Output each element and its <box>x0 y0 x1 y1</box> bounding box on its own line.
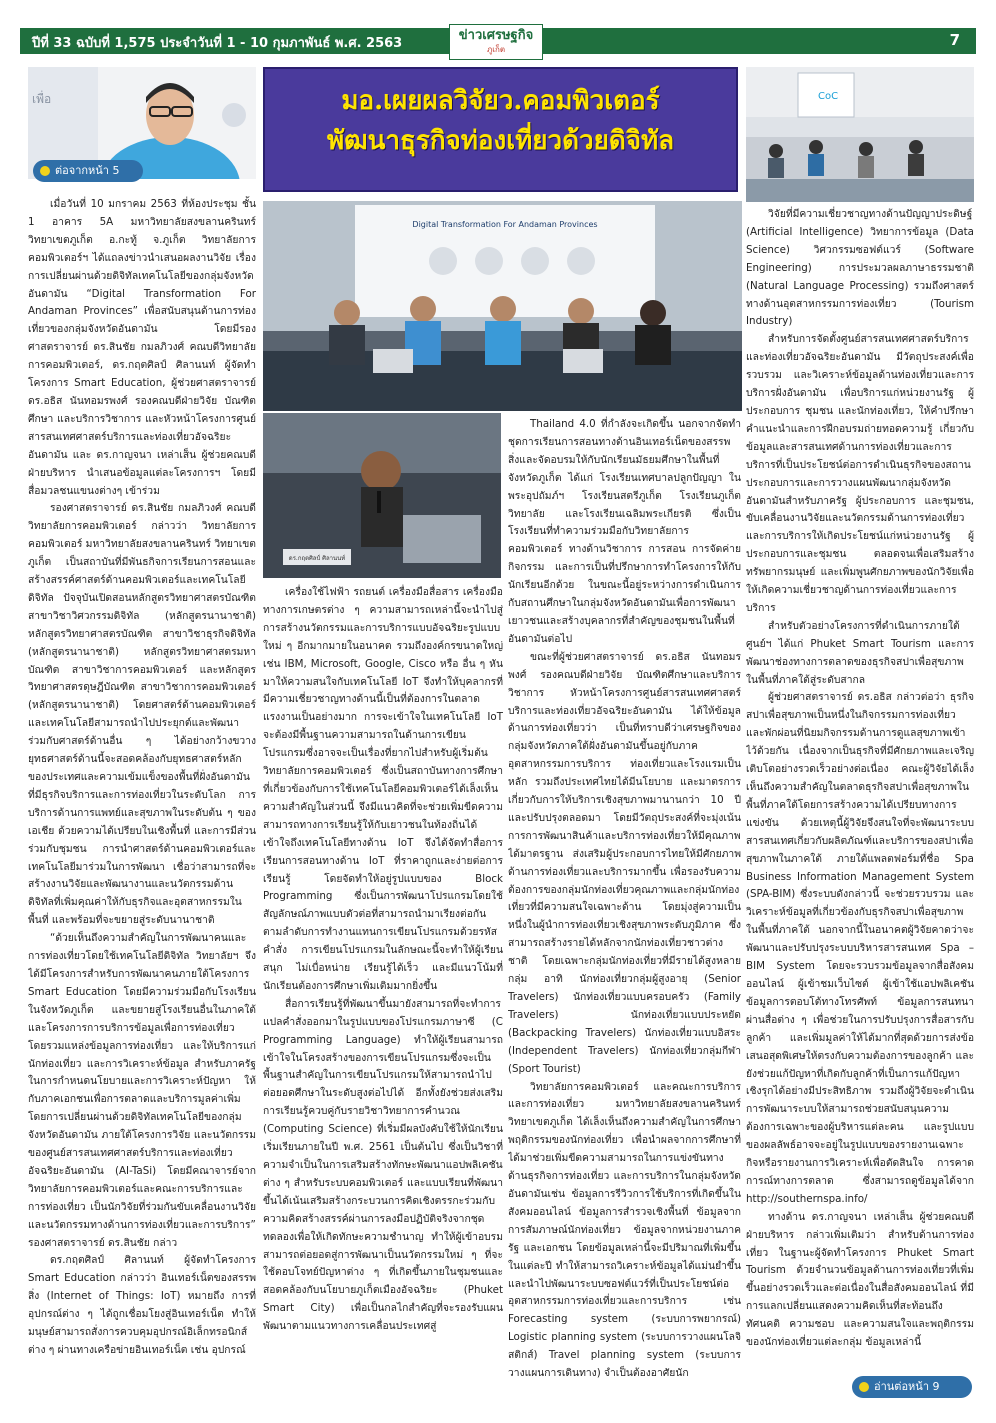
article-paragraph: เครื่องใช้ไฟฟ้า รถยนต์ เครื่องมือสื่อสาร เครื่องมือทางการเกษตรต่าง ๆ ความสามารถเหล่านี้จะนำไปสู่การสร้างนวัตกรรมและการบริการแบบอัจฉริยะรูปแบบใหม่ ๆ อีกมากมายในอนาคต รวมถึงองค์กรขนาดใหญ่ เช่น IBM, Microsoft, Google, Cisco หรือ อื่น ๆ หันมาให้ความสนใจกับเทคโนโลยี IoT จึงทำให้บุคลากรที่มีความเชี่ยวชาญทางด้านนี้เป็นที่ต้องการในตลาดแรงงานเป็นอย่างมาก การจะเข้าใจในเทคโนโลยี IoT จะต้องมีพื้นฐานความสามารถในด้านการเขียนโปรแกรมซึ่งอาจจะเป็นเรื่องที่ยากไปสำหรับผู้เริ่มต้น วิทยาลัยการคอมพิวเตอร์ ซึ่งเป็นสถาบันทางการศึกษาที่เกี่ยวข้องกับการใช้เทคโนโลยีคอมพิวเตอร์ได้เล็งเห็นความสำคัญในส่วนนี้ จึงมีแนวคิดที่จะช่วยเพิ่มขีดความสามารถทางการเรียนรู้ให้กับเยาวชนในท้องถิ่นได้เข้าใจถึงเทคโนโลยีทางด้าน IoT จึงได้จัดทำสื่อการเรียนการสอนทางด้าน IoT ที่ราคาถูกและง่ายต่อการเรียนรู้ โดยจัดทำให้อยู่รูปแบบของ Block Programming ซึ่งเป็นการพัฒนาโปรแกรมโดยใช้สัญลักษณ์ภาพแบบตัวต่อที่สามารถนำมาเรียงต่อกันตามลำดับการทำงานแทนการเขียนโปรแกรมด้วยรหัสคำสั่ง การเขียนโปรแกรมในลักษณะนี้จะทำให้ผู้เรียนสนุก ไม่เบื่อหน่าย เรียนรู้ได้เร็ว และมีแนวโน้มที่นักเรียนต้องการศึกษาเพิ่มเติมมากยิ่งขึ้น <box>263 586 503 992</box>
bullet-dot-icon <box>859 1382 869 1392</box>
article-paragraph: ผู้ช่วยศาสตราจารย์ ดร.อธิส กล่าวต่อว่า ธุรกิจสปาเพื่อสุขภาพเป็นหนึ่งในกิจกรรมการท่องเที่ยวและพักผ่อนที่นิยมกิจกรรมด้านการดูแลสุขภาพเข้าไว้ด้วยกัน เนื่องจากเป็นธุรกิจที่มีศักยภาพและเจริญเติบโตอย่างรวดเร็วอย่างต่อเนื่อง คณะผู้วิจัยได้เล็งเห็นถึงความสำคัญในตลาดธุรกิจสปาเพื่อสุขภาพในพื้นที่ภาคใต้โดยการสร้างความได้เปรียบทางการแข่งขัน ด้วยเหตุนี้ผู้วิจัยจึงสนใจที่จะพัฒนาระบบสารสนเทศเกี่ยวกับผลิตภัณฑ์และบริการของสปาเพื่อสุขภาพในภาคใต้ ภายใต้แพลตฟอร์มที่ชื่อ Spa Business Information Management System (SPA-BIM) ซึ่งระบบดังกล่าวนี้ จะช่วยรวบรวม และวิเคราะห์ข้อมูลที่เกี่ยวข้องกับธุรกิจสปาเพื่อสุขภาพในพื้นที่ภาคใต้ นอกจากนี้ในอนาคตผู้วิจัยคาดว่าจะพัฒนาและปรับปรุงระบบบริหารสารสนเทศ Spa – BIM System โดยจะรวบรวมข้อมูลจากสื่อสังคมออนไลน์ ผู้เข้าชมเว็บไซต์ ผู้เข้าใช้แอปพลิเคชัน ข้อมูลการตอบโต้ทางโทรศัพท์ ข้อมูลการสนทนาผ่านสื่อต่าง ๆ เพื่อช่วยในการปรับปรุงการสื่อสารกับลูกค้า และเพิ่มมูลค่าให้ได้มากที่สุดด้วยการส่งข้อเสนอสุดพิเศษให้ตรงกับความต้องการของลูกค้า และยังช่วยแก้ปัญหาที่เกิดกับลูกค้าที่เป็นการแก้ปัญหาเชิงรุกได้อย่างมีประสิทธิภาพ รวมถึงผู้วิจัยจะดำเนินการพัฒนาระบบให้สามารถช่วยสนับสนุนความต้องการเฉพาะของผู้บริหารแต่ละคน และรูปแบบของผลลัพธ์อาจจะอยู่ในรูปแบบของรายงานเฉพาะกิจหรือรายงานการวิเคราะห์เพื่อตัดสินใจ การคาดการณ์ทางการตลาด ซึ่งสามารถดูข้อมูลได้จาก http://southernspa.info/ <box>746 691 974 1205</box>
speaker-photo <box>263 413 501 578</box>
svg-text:เพื่อ: เพื่อ <box>32 92 52 106</box>
right-banner-text: CoC <box>818 91 839 102</box>
article-paragraph: สื่อการเรียนรู้ที่พัฒนาขึ้นมายังสามารถที่จะทำการแปลคำสั่งออกมาในรูปแบบของโปรแกรมภาษาซี (C Programming Language) ทำให้ผู้เรียนสามารถเข้าใจในโครงสร้างของการเขียนโปรแกรมซึ่งจะเป็นพื้นฐานสำคัญในการเขียนโปรแกรมให้สามารถนำไปต่อยอดศึกษาในระดับสูงต่อไปได้ อีกทั้งยังช่วยส่งเสริมการเรียนรู้ควบคู่กับรายวิชาวิทยาการคำนวณ (Computing Science) ที่เริ่มมีผลบังคับใช้ให้นักเรียนเริ่มเรียนภายในปี พ.ศ. 2561 เป็นต้นไป ซึ่งเป็นวิชาที่ความจำเป็นในการเสริมสร้างทักษะพัฒนาแอปพลิเคชันต่าง ๆ สำหรับระบบคอมพิวเตอร์ และแบบเรียนที่พัฒนาขึ้นได้เน้นเสริมสร้างกระบวนการคิดเชิงตรรกะร่วมกับความคิดสร้างสรรค์ผ่านการลงมือปฏิบัติจริงจากชุดทดลองเพื่อให้เกิดทักษะความชำนาญ ทำให้ผู้เข้าอบรมสามารถต่อยอดสู่การพัฒนาเป็นนวัตกรรมใหม่ ๆ ที่จะใช้ตอบโจทย์ปัญหาต่าง ๆ ที่เกิดขึ้นภายในชุมชนและสอดคล้องกับนโยบายภูเก็ตเมืองอัจฉริยะ (Phuket Smart City) เพื่อเป็นกลไกสำคัญที่จะรองรับแผนพัฒนาตามแนวทางการเคลื่อนประเทศสู่ <box>263 997 503 1333</box>
continued-from-label: ต่อจากหน้า 5 <box>55 164 120 177</box>
masthead-subtitle: ภูเก็ต <box>486 45 506 54</box>
article-paragraph: เมื่อวันที่ 10 มกราคม 2563 ที่ห้องประชุม ชั้น 1 อาคาร 5A มหาวิทยาลัยสงขลานครินทร์ วิทยาเขตภูเก็ต อ.กะทู้ จ.ภูเก็ต วิทยาลัยการคอมพิวเตอร์ฯ ได้แถลงข่าวนำเสนอผลงานวิจัย เรื่อง การเปลี่ยนผ่านด้วยดิจิทัลเทคโนโลยีของกลุ่มจังหวัดอันดามัน “Digital Transformation For Andaman Provinces” เพื่อสนับสนุนด้านการท่องเที่ยวของกลุ่มจังหวัดอันดามัน โดยมีรองศาสตราจารย์ ดร.สินชัย กมลภิวงศ์ คณบดีวิทยาลัยการคอมพิวเตอร์, ดร.กฤตศิลป์ ศิลานนท์ ผู้จัดทำโครงการ Smart Education, ผู้ช่วยศาสตราจารย์ ดร.อธิส นันทอมรพงศ์ รองคณบดีฝ่ายวิจัย บัณฑิตศึกษา และบริการวิชาการ และหัวหน้าโครงการศูนย์สารสนเทศศาสตร์บริการและท่องเที่ยวอัจฉริยะอันดามัน และ ดร.กาญจนา เหล่าเส็น ผู้ช่วยคณบดีฝ่ายบริหาร นำเสนอข้อมูลแต่ละโครงการฯ โดยมีสื่อมวลชนแขนงต่างๆ เข้าร่วม <box>28 198 256 497</box>
article-column-4 <box>746 206 974 1372</box>
article-paragraph: สำหรับการจัดตั้งศูนย์สารสนเทศศาสตร์บริการและท่องเที่ยวอัจฉริยะอันดามัน มีวัตถุประสงค์เพื่อรวบรวม และวิเคราะห์ข้อมูลด้านท่องเที่ยวและการบริการฝั่งอันดามัน เพื่อบริการแก่หน่วยงานรัฐ ผู้ประกอบการ ชุมชน และนักท่องเที่ยว, ให้คำปรึกษา คำแนะนำและการฝึกอบรมถ่ายทอดความรู้ เกี่ยวกับข้อมูลและสารสนเทศด้านการท่องเที่ยวและการบริการที่เป็นประโยชน์ต่อการดำเนินธุรกิจของสถานประกอบการและการวางแผนพัฒนากลุ่มจังหวัดอันดามันสำหรับภาครัฐ ผู้ประกอบการ และชุมชน, ขับเคลื่อนงานวิจัยและนวัตกรรมด้านการท่องเที่ยวและการบริการให้เกิดประโยชน์แก่หน่วยงานรัฐ ผู้ประกอบการและชุมชน ตลอดจนเพื่อเสริมสร้างทรัพยากรมนุษย์ และเพิ่มพูนศักยภาพของนักวิจัยเพื่อให้เกิดความเชี่ยวชาญด้านการท่องเที่ยวและการบริการ <box>746 333 974 614</box>
speaker-photo-art <box>263 413 501 578</box>
article-paragraph: รองศาสตราจารย์ ดร.สินชัย กมลภิวงศ์ คณบดีวิทยาลัยการคอมพิวเตอร์ กล่าวว่า วิทยาลัยการคอมพิวเตอร์ มหาวิทยาลัยสงขลานครินทร์ วิทยาเขตภูเก็ต เป็นสถาบันที่มีพันธกิจการเรียนการสอนและสร้างสรรค์ศาสตร์ด้านคอมพิวเตอร์และเทคโนโลยีดิจิทัล ปัจจุบันเปิดสอนหลักสูตรวิทยาศาสตรบัณฑิต สาขาวิชาวิศวกรรมดิจิทัล (หลักสูตรนานาชาติ) หลักสูตรวิทยาศาสตรบัณฑิต สาขาวิชาธุรกิจดิจิทัล (หลักสูตรนานาชาติ) หลักสูตรวิทยาศาสตรมหาบัณฑิต สาขาวิชาการคอมพิวเตอร์ และหลักสูตรวิทยาศาสตรดุษฎีบัณฑิต สาขาวิชาการคอมพิวเตอร์ (หลักสูตรนานาชาติ) โดยศาสตร์ด้านคอมพิวเตอร์และเทคโนโลยีสามารถนำไปประยุกต์และพัฒนาร่วมกับศาสตร์ด้านอื่น ๆ ได้อย่างกว้างขวาง ยุทธศาสตร์ด้านนี้จะสอดคล้องกับยุทธศาสตร์หลักของประเทศและความเข้มแข็งของพื้นที่ฝั่งอันดามันที่มีธุรกิจบริการและการท่องเที่ยวในระดับโลก การบริการด้านการแพทย์และสุขภาพในระดับต้น ๆ ของเอเชีย ด้วยความได้เปรียบในเชิงพื้นที่ และการมีส่วนร่วมกับชุมชน การนำศาสตร์ด้านคอมพิวเตอร์และเทคโนโลยีมาร่วมในการพัฒนา เชื่อว่าสามารถที่จะสร้างงานวิจัยและพัฒนางานและนวัตกรรมด้านดิจิทัลที่เพิ่มคุณค่าให้กับธุรกิจและอุตสาหกรรมในพื้นที่ และพร้อมที่จะขยายสู่ระดับนานาชาติ <box>28 502 256 927</box>
article-paragraph: สำหรับตัวอย่างโครงการที่ดำเนินการภายใต้ศูนย์ฯ ได้แก่ Phuket Smart Tourism และการพัฒนาช่องทางการตลาดของธุรกิจสปาเพื่อสุขภาพ ในพื้นที่ภาคใต้สู่ระดับสากล <box>746 619 974 686</box>
masthead-logo <box>449 24 543 60</box>
press-conference-photo-art <box>263 201 742 411</box>
speaker-nameplate: ดร.กฤตศิลป์ ศิลานนท์ <box>288 555 346 562</box>
article-paragraph: ขณะที่ผู้ช่วยศาสตราจารย์ ดร.อธิส นันทอมรพงศ์ รองคณบดีฝ่ายวิจัย บัณฑิตศึกษาและบริการวิชาการ หัวหน้าโครงการศูนย์สารสนเทศศาสตร์บริการและท่องเที่ยวอัจฉริยะอันดามัน ได้ให้ข้อมูลด้านการท่องเที่ยวว่า เป็นที่ทราบดีว่าเศรษฐกิจของกลุ่มจังหวัดภาคใต้ฝั่งอันดามันขึ้นอยู่กับภาคอุตสาหกรรมการบริการ ท่องเที่ยวและโรงแรมเป็นหลัก รวมถึงประเทศไทยได้มีนโยบาย และมาตรการเกี่ยวกับการให้บริการเชิงสุขภาพมานานกว่า 10 ปี และปรับปรุงตลอดมา โดยมีวัตถุประสงค์ที่จะมุ่งเน้นการการพัฒนาสินค้าและบริการท่องเที่ยวให้มีคุณภาพได้มาตรฐาน ส่งเสริมผู้ประกอบการไทยให้มีศักยภาพด้านการท่องเที่ยวและบริการมากขึ้น เพื่อรองรับความต้องการของกลุ่มนักท่องเที่ยวคุณภาพและกลุ่มนักท่องเที่ยวที่มีความสนใจเฉพาะด้าน โดยมุ่งสู่ความเป็นหนึ่งในผู้นำการท่องเที่ยวเชิงสุขภาพระดับภูมิภาค ซึ่งสามารถสร้างรายได้หลักจากนักท่องเที่ยวชาวต่างชาติ โดยเฉพาะกลุ่มนักท่องเที่ยวที่มีรายได้สูงหลายกลุ่ม อาทิ นักท่องเที่ยวกลุ่มผู้สูงอายุ (Senior Travelers) นักท่องเที่ยวแบบครอบครัว (Family Travelers) นักท่องเที่ยวแบบประหยัด (Backpacking Travelers) นักท่องเที่ยวแบบอิสระ (Independent Travelers) นักท่องเที่ยวกลุ่มกีฬา (Sport Tourist) <box>508 650 741 1075</box>
article-paragraph: ดร.กฤตศิลป์ ศิลานนท์ ผู้จัดทำโครงการ Smart Education กล่าวว่า อินเทอร์เน็ตของสรรพสิ่ง (Internet of Things: IoT) หมายถึง การที่อุปกรณ์ต่าง ๆ ได้ถูกเชื่อมโยงสู่อินเทอร์เน็ต ทำให้มนุษย์สามารถสั่งการควบคุมอุปกรณ์อิเล็กทรอนิกส์ต่าง ๆ ผ่านทางเครือข่ายอินเทอร์เน็ต เช่น อุปกรณ์ <box>28 1254 256 1356</box>
continued-from-pill[interactable] <box>33 160 143 182</box>
article-paragraph: Thailand 4.0 ที่กำลังจะเกิดขึ้น นอกจากจัดทำชุดการเรียนการสอนทางด้านอินเทอร์เน็ตของสรรพสิ่งและจัดอบรมให้กับนักเรียนมัธยมศึกษาในพื้นที่จังหวัดภูเก็ต ได้แก่ โรงเรียนเทศบาลปลูกปัญญา ในพระอุปถัมภ์ฯ โรงเรียนสตรีภูเก็ต โรงเรียนภูเก็ตวิทยาลัย และโรงเรียนเฉลิมพระเกียรติ ซึ่งเป็นโรงเรียนที่ทำความร่วมมือกับวิทยาลัยการคอมพิวเตอร์ ทางด้านวิชาการ การสอน การจัดค่ายกิจกรรม และการเป็นที่ปรึกษาการทำโครงการให้กับนักเรียนอีกด้วย ในขณะนี้อยู่ระหว่างการดำเนินการกับสถานศึกษาในกลุ่มจังหวัดอันดามันเพื่อการพัฒนาเยาวชนและสร้างบุคลากรที่สำคัญของชุมชนในพื้นที่อันดามันต่อไป <box>508 418 741 645</box>
article-column-3 <box>508 416 741 1392</box>
masthead-title: ข่าวเศรษฐกิจ <box>458 28 534 43</box>
article-paragraph: ทางด้าน ดร.กาญจนา เหล่าเส็น ผู้ช่วยคณบดีฝ่ายบริหาร กล่าวเพิ่มเติมว่า สำหรับด้านการท่องเที่ยว ในฐานะผู้จัดทำโครงการ Phuket Smart Tourism ด้วยจำนวนข้อมูลด้านการท่องเที่ยวที่เพิ่มขึ้นอย่างรวดเร็วและต่อเนื่องในสื่อสังคมออนไลน์ ที่มีการแลกเปลี่ยนแสดงความคิดเห็นที่สะท้อนถึงทัศนคติ ความชอบ และความสนใจและพฤติกรรมของนักท่องเที่ยวแต่ละกลุ่ม ข้อมูลเหล่านี้ <box>746 1210 974 1349</box>
page-number: 7 <box>949 31 960 49</box>
article-column-2 <box>263 584 503 1392</box>
bullet-dot-icon <box>40 166 50 176</box>
headline-box <box>263 67 738 192</box>
stage-banner-title: Digital Transformation For Andaman Provinces <box>412 220 598 229</box>
classroom-photo <box>746 67 974 202</box>
headline-line-1: มอ.เผยผลวิจัยว.คอมพิวเตอร์ <box>341 86 660 116</box>
article-paragraph: วิทยาลัยการคอมพิวเตอร์ และคณะการบริการและการท่องเที่ยว มหาวิทยาลัยสงขลานครินทร์ วิทยาเขตภูเก็ต ได้เล็งเห็นถึงความสำคัญในการศึกษาพฤติกรรมของนักท่องเที่ยว เพื่อนำผลจากการศึกษาที่ได้มาช่วยเพิ่มขีดความสามารถในการแข่งขันทางด้านธุรกิจการท่องเที่ยว และการบริการในกลุ่มจังหวัดอันดามันเช่น ข้อมูลการรีวิวการใช้บริการที่เกิดขึ้นในสังคมออนไลน์ ข้อมูลการสำรวจเชิงพื้นที่ ข้อมูลจากการสัมภาษณ์นักท่องเที่ยว ข้อมูลจากหน่วยงานภาครัฐ และเอกชน โดยข้อมูลเหล่านี้จะมีปริมาณที่เพิ่มขึ้นในแต่ละปี ทำให้สามารถวิเคราะห์ข้อมูลได้แม่นยำขึ้น และนำไปพัฒนาระบบซอฟต์แวร์ที่เป็นประโยชน์ต่ออุตสาหกรรมการท่องเที่ยวและการบริการ เช่น Forecasting system (ระบบการพยากรณ์) Logistic planning system (ระบบการวางแผนโลจิสติกส์) Travel planning system (ระบบการวางแผนการเดินทาง) จำเป็นต้องอาศัยนัก <box>508 1080 741 1380</box>
issue-line: ปีที่ 33 ฉบับที่ 1,575 ประจำวันที่ 1 - 10 กุมภาพันธ์ พ.ศ. 2563 <box>32 36 403 51</box>
press-conference-photo <box>263 201 742 411</box>
article-column-1 <box>28 196 256 1391</box>
article-paragraph: “ด้วยเห็นถึงความสำคัญในการพัฒนาคนและการท่องเที่ยวโดยใช้เทคโนโลยีดิจิทัล วิทยาลัยฯ จึงได้มีโครงการสำหรับการพัฒนาคนภายใต้โครงการ Smart Education โดยมีความร่วมมือกับโรงเรียนในจังหวัดภูเก็ต และขยายสู่โรงเรียนอื่นในภาคใต้ และโครงการการบริการข้อมูลเพื่อการท่องเที่ยว โดยรวมแหล่งข้อมูลการท่องเที่ยว และให้บริการแก่นักท่องเที่ยว และการวิเคราะห์ข้อมูล สำหรับภาครัฐในการกำหนดนโยบายและการวิเคราะห์ปัญหา ให้กับภาคเอกชนเพื่อการตลาดและบริการมูลค่าเพิ่ม โดยการเปลี่ยนผ่านด้วยดิจิทัลเทคโนโลยีของกลุ่มจังหวัดอันดามัน ภายใต้โครงการวิจัย และนวัตกรรมของศูนย์สารสนเทศศาสตร์บริการและท่องเที่ยวอัจฉริยะอันดามัน (AI-TaSi) โดยมีคณาจารย์จากวิทยาลัยการคอมพิวเตอร์และคณะการบริการและการท่องเที่ยว เป็นนักวิจัยที่ร่วมกันขับเคลื่อนงานวิจัยและนวัตกรรมทางด้านการท่องเที่ยวและการบริการ” รองศาสตราจารย์ ดร.สินชัย กล่าว <box>28 932 256 1249</box>
article-paragraph: วิจัยที่มีความเชี่ยวชาญทางด้านปัญญาประดิษฐ์ (Artificial Intelligence) วิทยาการข้อมูล (Data Science) วิศวกรรมซอฟต์แวร์ (Software Engineering) การประมวลผลภาษาธรรมชาติ (Natural Language Processing) รวมถึงศาสตร์ทางด้านอุตสาหกรรมการท่องเที่ยว (Tourism Industry) <box>746 208 974 328</box>
classroom-photo-art <box>746 67 974 202</box>
headline-line-2: พัฒนาธุรกิจท่องเที่ยวด้วยดิจิทัล <box>326 126 675 156</box>
continued-to-label: อ่านต่อหน้า 9 <box>874 1380 940 1393</box>
continued-to-pill[interactable] <box>852 1376 972 1398</box>
